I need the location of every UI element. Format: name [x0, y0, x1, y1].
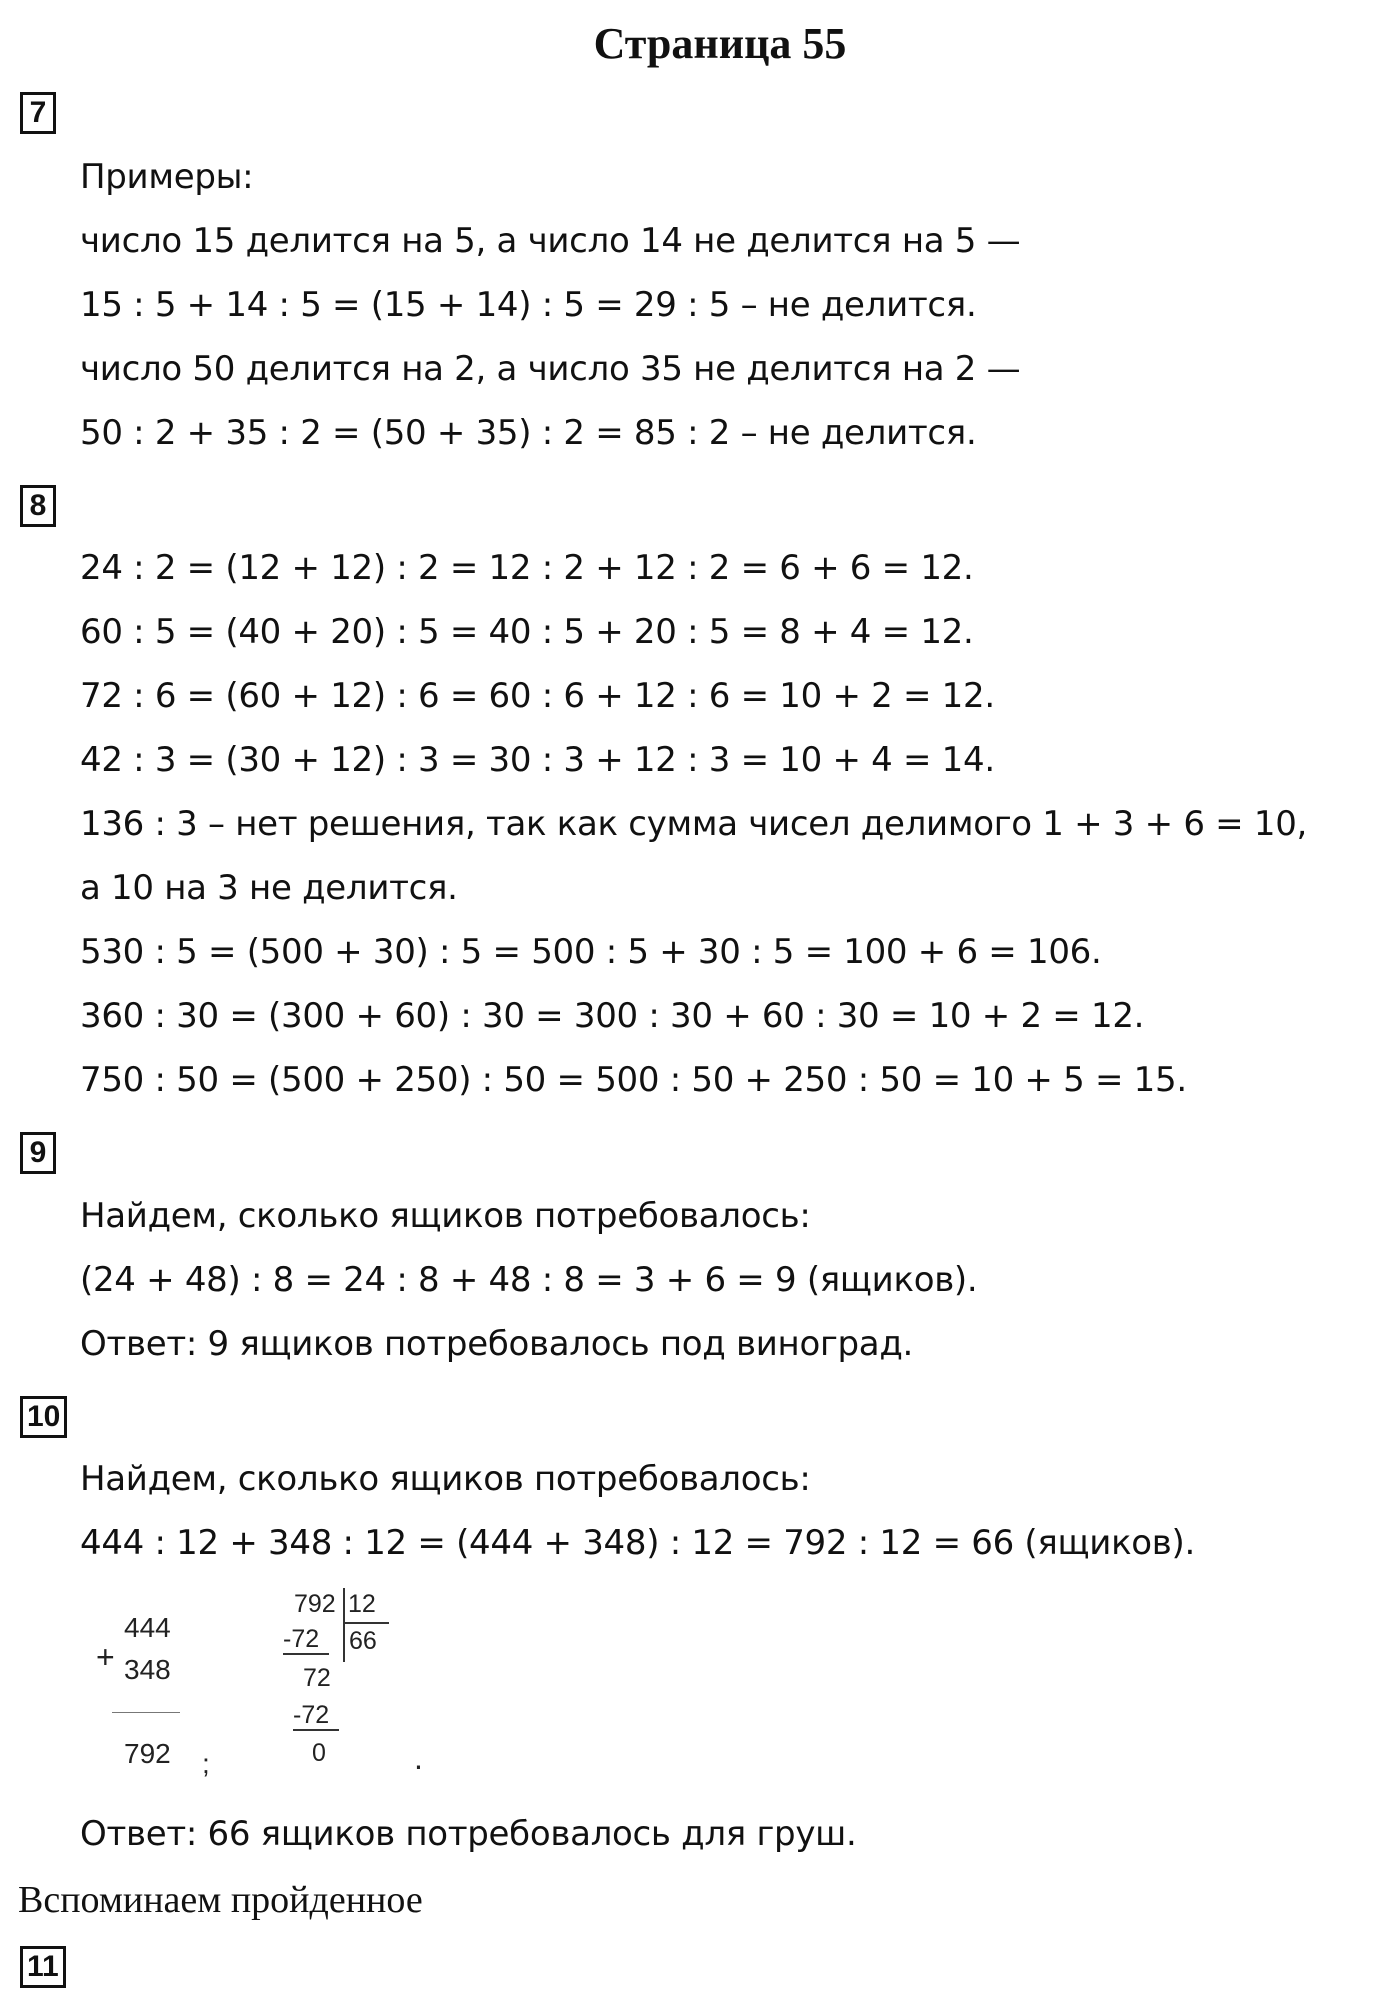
- division-divisor: 12: [348, 1590, 376, 1618]
- addition-sum: 792: [124, 1738, 171, 1769]
- task-number-9: 9: [20, 1132, 56, 1174]
- task-8-line: 360 : 30 = (300 + 60) : 30 = 300 : 30 + 60 : 30 = 10 + 2 = 12.: [80, 996, 1145, 1036]
- review-section-heading: Вспоминаем пройденное: [18, 1879, 423, 1921]
- task-7-line: 50 : 2 + 35 : 2 = (50 + 35) : 2 = 85 : 2 – не делится.: [80, 413, 977, 453]
- division-step-1-subtrahend: -72: [283, 1625, 320, 1653]
- task-number-11: 11: [20, 1946, 66, 1988]
- task-10-line: Найдем, сколько ящиков потребовалось:: [80, 1459, 811, 1499]
- task-9-line: Найдем, сколько ящиков потребовалось:: [80, 1196, 811, 1236]
- task-7-line: число 50 делится на 2, а число 35 не делится на 2 —: [80, 349, 1021, 389]
- division-quotient: 66: [349, 1627, 377, 1655]
- task-8-line: 60 : 5 = (40 + 20) : 5 = 40 : 5 + 20 : 5 = 8 + 4 = 12.: [80, 612, 974, 652]
- task-9-line: (24 + 48) : 8 = 24 : 8 + 48 : 8 = 3 + 6 = 9 (ящиков).: [80, 1260, 978, 1300]
- division-step-2-rule: [293, 1729, 339, 1731]
- task-8-line: 72 : 6 = (60 + 12) : 6 = 60 : 6 + 12 : 6 = 10 + 2 = 12.: [80, 676, 995, 716]
- division-vertical-bar: [343, 1588, 345, 1662]
- task-8-line: 136 : 3 – нет решения, так как сумма чисел делимого 1 + 3 + 6 = 10,: [80, 804, 1308, 844]
- addition-separator: ;: [202, 1748, 210, 1779]
- division-remainder: 0: [312, 1739, 326, 1767]
- task-7-line: число 15 делится на 5, а число 14 не делится на 5 —: [80, 221, 1021, 261]
- task-8-line: 24 : 2 = (12 + 12) : 2 = 12 : 2 + 12 : 2 = 6 + 6 = 12.: [80, 548, 974, 588]
- addition-rule: [112, 1712, 180, 1713]
- task-7-line: 15 : 5 + 14 : 5 = (15 + 14) : 5 = 29 : 5 – не делится.: [80, 285, 977, 325]
- division-step-2-subtrahend: -72: [293, 1701, 330, 1729]
- task-7-line: Примеры:: [80, 157, 254, 197]
- addition-plus-sign: +: [96, 1639, 115, 1675]
- addition-term-2: 348: [124, 1654, 171, 1685]
- addition-term-1: 444: [124, 1612, 171, 1643]
- task-8-line: 750 : 50 = (500 + 250) : 50 = 500 : 50 + 250 : 50 = 10 + 5 = 15.: [80, 1060, 1187, 1100]
- task-number-7: 7: [20, 92, 56, 134]
- task-9-answer: Ответ: 9 ящиков потребовалось под виноград.: [80, 1324, 914, 1364]
- task-8-line: а 10 на 3 не делится.: [80, 868, 458, 908]
- task-number-8: 8: [20, 485, 56, 527]
- task-number-10: 10: [20, 1396, 67, 1438]
- task-8-line: 530 : 5 = (500 + 30) : 5 = 500 : 5 + 30 : 5 = 100 + 6 = 106.: [80, 932, 1102, 972]
- division-quotient-bar: [345, 1622, 389, 1624]
- page-title: Страница 55: [593, 19, 847, 68]
- division-step-1-remainder: 72: [303, 1664, 331, 1692]
- task-10-answer: Ответ: 66 ящиков потребовалось для груш.: [80, 1814, 857, 1854]
- division-dividend: 792: [294, 1590, 336, 1618]
- division-end-mark: .: [414, 1740, 423, 1776]
- task-10-line: 444 : 12 + 348 : 12 = (444 + 348) : 12 = 792 : 12 = 66 (ящиков).: [80, 1523, 1196, 1563]
- division-step-1-rule: [283, 1653, 329, 1655]
- task-8-line: 42 : 3 = (30 + 12) : 3 = 30 : 3 + 12 : 3 = 10 + 4 = 14.: [80, 740, 995, 780]
